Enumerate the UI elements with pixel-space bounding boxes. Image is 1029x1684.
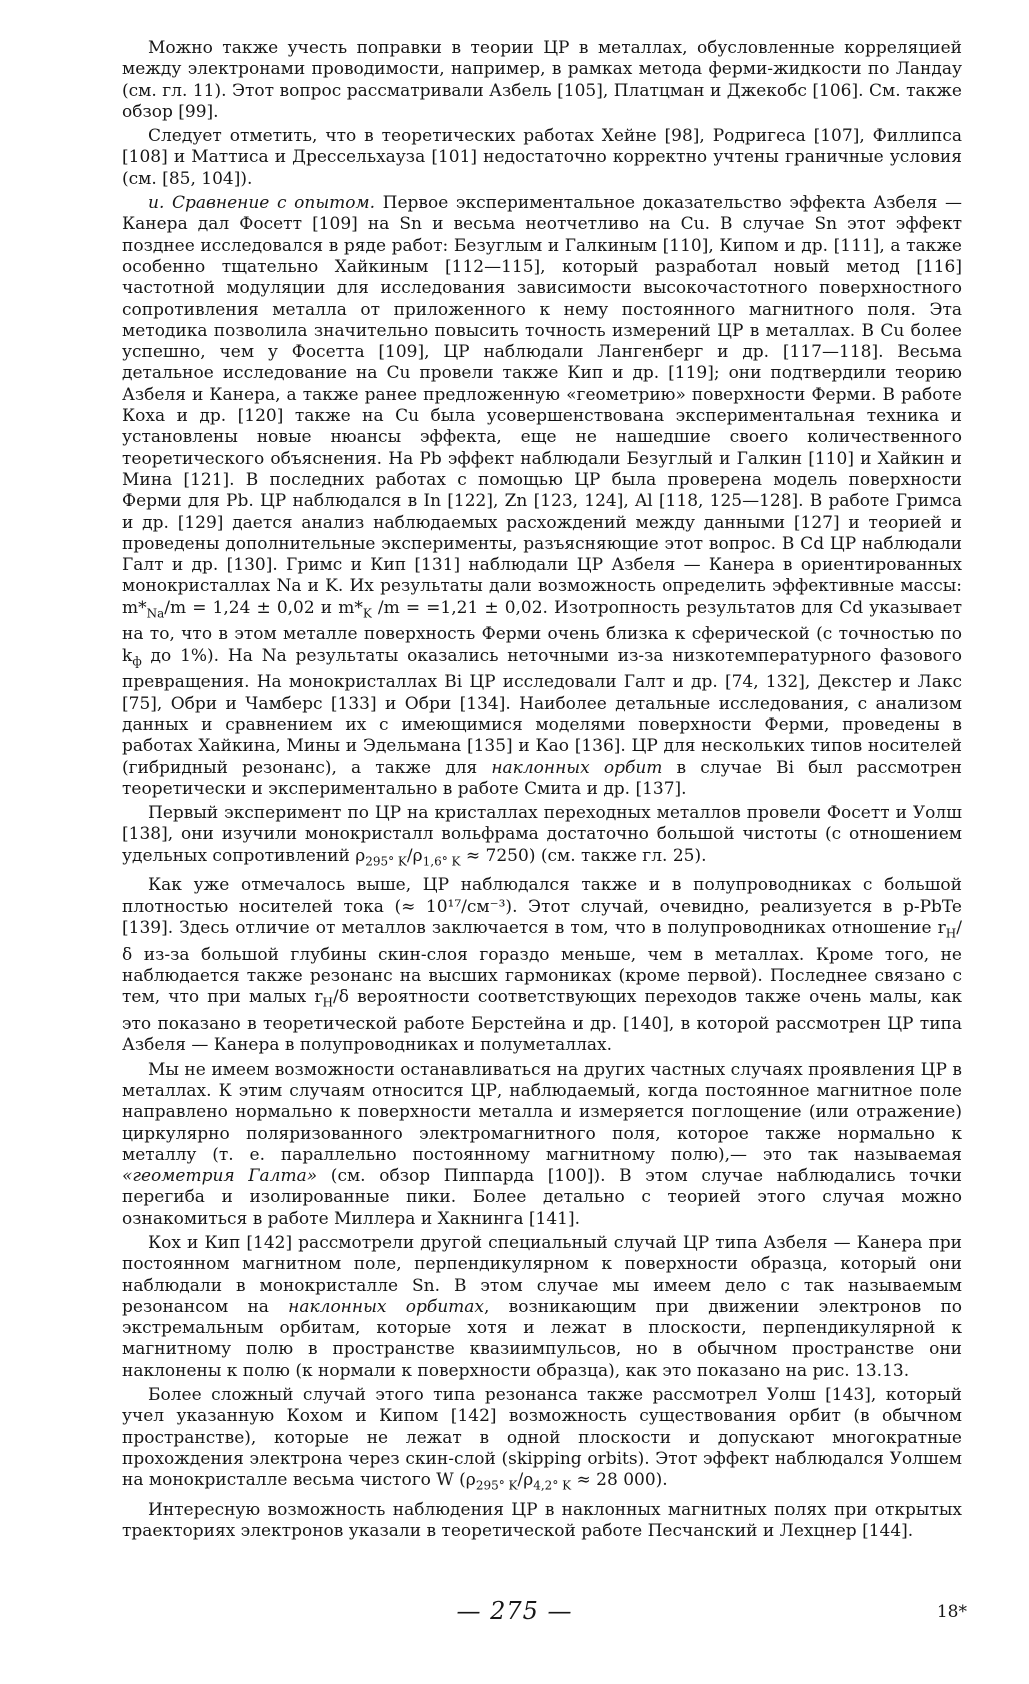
subscript: 4,2° K bbox=[533, 1478, 572, 1493]
text-run: Первое экспериментальное доказательство эффекта Азбеля — Канера дал Фосетт [109] на Sn и весьма неотчетливо на Cu. В случае Sn этот эффект позднее исследовался в ряде работ: Безуглым и Галкиным [110], Кипом и др. [111], а также особенно тщательно Хайкиным [112—115], который разработал новый метод [116] частотной модуляции для исследования зависимости высокочастотного поверхностного сопротивления металла от приложенного к нему постоянного магнитного поля. Эта методика позволила значительно повысить точность измерений ЦР в металлах. В Cu более успешно, чем у Фосетта [109], ЦР наблюдали Лангенберг и др. [117—118]. Весьма детальное исследование на Cu провели также Кип и др. [119]; они подтвердили теорию Азбеля и Канера, а также ранее предложенную «геометрию» поверхности Ферми. В работе Коха и др. [120] также на Cu была усовершенствована экспериментальная техника и установлены новые нюансы эффекта, еще не нашедшие своего количественного теоретического объяснения. На Pb эффект наблюдали Безуглый и Галкин [110] и Хайкин и Мина [121]. В последних работах с помощью ЦР была проверена модель поверхности Ферми для Pb. ЦР наблюдался в In [122], Zn [123, 124], Al [118, 125—128]. В работе Гримса и др. [129] дается анализ наблюдаемых расхождений между данными [127] и теорией и проведены дополнительные эксперименты, разъясняющие этот вопрос. В Cd ЦР наблюдали Галт и др. [130]. Гримс и Кип [131] наблюдали ЦР Азбеля — Канера в ориентированных монокристаллах Na и K. Их результаты дали возможность определить эффективные массы: m* bbox=[122, 193, 962, 618]
signature-mark: 18* bbox=[936, 1602, 967, 1622]
subscript: 295° K bbox=[475, 1478, 518, 1493]
subscript: K bbox=[362, 606, 372, 621]
paragraph bbox=[122, 1385, 962, 1497]
subscript: Na bbox=[146, 606, 165, 621]
text-run: Первый эксперимент по ЦР на кристаллах переходных металлов провели Фосетт и Уолш [138], они изучили монокристалл вольфрама достаточно большой чистоты (с отношением удельных сопротивлений ρ bbox=[122, 803, 962, 866]
text-run: /ρ bbox=[517, 1470, 534, 1491]
text-run: /m = =1,21 ± 0,02. Изотропность результатов для Cd указывает на то, что в этом металле поверхность Ферми очень близка к сферической (с точностью по k bbox=[122, 597, 963, 666]
subscript: ф bbox=[132, 654, 142, 669]
paragraph bbox=[122, 1233, 962, 1382]
text-run: /m = 1,24 ± 0,02 и m* bbox=[164, 597, 363, 618]
paragraph bbox=[122, 38, 962, 123]
text-run: ≈ 28 000). bbox=[571, 1470, 668, 1491]
text-run: Можно также учесть поправки в теории ЦР в металлах, обусловленные корреляцией между электронами проводимости, например, в рамках метода ферми-жидкости по Ландау (см. гл. 11). Этот вопрос рассматривали Азбель [105], Платцман и Джекобс [106]. См. также обзор [99]. bbox=[122, 38, 962, 122]
subscript: H bbox=[322, 995, 333, 1010]
text-run: Мы не имеем возможности останавливаться на других частных случаях проявления ЦР в металлах. К этим случаям относится ЦР, наблюдаемый, когда постоянное магнитное поле направлено нормально к поверхности металла и измеряется поглощение (или отражение) циркулярно поляризованного электромагнитного поля, которое также нормально к металлу (т. е. параллельно постоянному магнитному полю),— это так называемая bbox=[122, 1059, 962, 1165]
subscript: H bbox=[945, 926, 957, 941]
text-run: Интересную возможность наблюдения ЦР в наклонных магнитных полях при открытых траекториях электронов указали в теоретической работе Песчанский и Лехцнер [144]. bbox=[122, 1499, 962, 1542]
paragraph bbox=[122, 875, 962, 1056]
text-run: , возникающим при движении электронов по экстремальным орбитам, которые хотя и лежат в плоскости, перпендикулярной к магнитному полю в пространстве квазиимпульсов, но в обычном пространстве они наклонены к полю (к нормали к поверхности образца), как это показано на рис. 13.13. bbox=[122, 1296, 963, 1381]
italic-text: наклонных орбит bbox=[491, 757, 663, 778]
paragraph bbox=[122, 1500, 962, 1543]
subscript: 295° K bbox=[365, 854, 407, 869]
text-column bbox=[122, 38, 962, 1546]
subscript: 1,6° K bbox=[422, 854, 461, 869]
italic-text: наклонных орбитах bbox=[288, 1296, 485, 1317]
italic-text: «геометрия Галта» bbox=[122, 1166, 318, 1187]
text-run: /ρ bbox=[406, 845, 423, 866]
text-run: (см. обзор Пиппарда [100]). В этом случае наблюдались точки перегиба и изолированные пики. Более детально с теорией этого случая можно ознакомиться в работе Миллера и Хакнинга [141]. bbox=[122, 1166, 962, 1229]
paragraph bbox=[122, 193, 962, 800]
text-run: /δ из-за большой глубины скин-слоя гораздо меньше, чем в металлах. Кроме того, не наблюдается также резонанс на высших гармониках (кроме первой). Последнее связано с тем, что при малых r bbox=[122, 918, 962, 1008]
text-run: Как уже отмечалось выше, ЦР наблюдался также и в полупроводниках с большой плотностью носителей тока (≈ 10¹⁷/см⁻³). Этот случай, очевидно, реализуется в p-PbTe [139]. Здесь отличие от металлов заключается в том, что в полупроводниках отношение r bbox=[122, 875, 962, 939]
text-run: ≈ 7250) (см. также гл. 25). bbox=[460, 845, 707, 866]
page-number: — 275 — bbox=[456, 1597, 573, 1625]
text-run: в случае Bi был рассмотрен теоретически и экспериментально в работе Смита и др. [137]. bbox=[122, 757, 962, 799]
paragraph bbox=[122, 1060, 962, 1230]
text-run: Более сложный случай этого типа резонанса также рассмотрел Уолш [143], который учел указанную Кохом и Кипом [142] возможность существования орбит (в обычном пространстве), которые не лежат в одной плоскости и допускают многократные прохождения электрона через скин-слой (skipping orbits). Этот эффект наблюдался Уолшем на монокристалле весьма чистого W (ρ bbox=[122, 1385, 962, 1491]
paragraph bbox=[122, 803, 962, 872]
text-run: Кох и Кип [142] рассмотрели другой специальный случай ЦР типа Азбеля — Канера при постоянном магнитном поле, перпендикулярном к поверхности образца, который они наблюдали в монокристалле Sn. В этом случае мы имеем дело с так называемым резонансом на bbox=[122, 1232, 962, 1317]
paragraph bbox=[122, 126, 962, 190]
italic-text: и. Сравнение с опытом. bbox=[148, 193, 376, 214]
text-run: до 1%). На Na результаты оказались неточными из-за низкотемпературного фазового превращения. На монокристаллах Bi ЦР исследовали Галт и др. [74, 132], Декстер и Лакс [75], Обри и Чамберс [133] и Обри [134]. Наиболее детальные исследования, с анализом данных и сравнением их с имеющимися моделями поверхности Ферми, проведены в работах Хайкина, Мины и Эдельмана [135] и Као [136]. ЦР для нескольких типов носителей (гибридный резонанс), а также для bbox=[122, 645, 962, 778]
text-run: Следует отметить, что в теоретических работах Хейне [98], Родригеса [107], Филлипса [108] и Маттиса и Дрессельхауза [101] недостаточно корректно учтены граничные условия (см. [85, 104]). bbox=[122, 126, 962, 189]
text-run: /δ вероятности соответствующих переходов также очень малы, как это показано в теоретической работе Берстейна и др. [140], в которой рассмотрен ЦР типа Азбеля — Канера в полупроводниках и полуметаллах. bbox=[122, 987, 962, 1056]
